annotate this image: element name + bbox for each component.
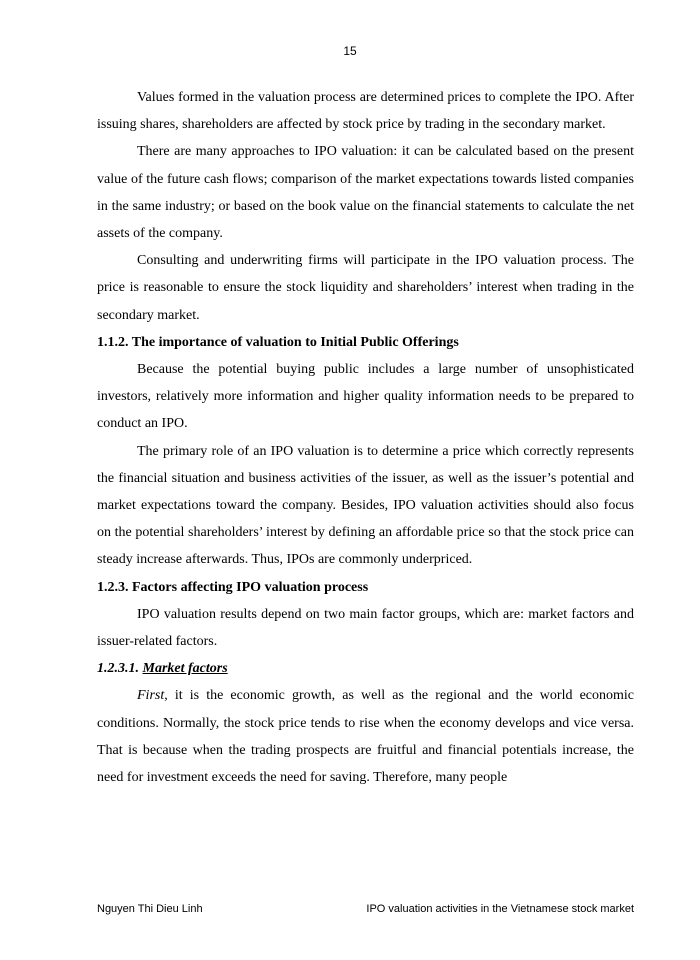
section-heading-1-1-2: 1.1.2. The importance of valuation to Initial Public Offerings [97,334,459,350]
page-footer [97,903,634,915]
section-heading-1-2-3: 1.2.3. Factors affecting IPO valuation process [97,579,369,595]
first-emphasis: First [137,688,165,704]
economic-growth-text: , it is the economic growth, as well as the regional and the world economic conditions. Normally, the stock price tends to rise when the economy develops and vice versa. That is because when the trading prospects are fruitful and financial potentials increase, the need for investment exceeds the need for saving. Therefore, many people [97,688,634,786]
footer-document-title: IPO valuation activities in the Vietnamese stock market [366,903,634,915]
subsection-title: Market factors [142,661,228,677]
paragraph-factor-groups: IPO valuation results depend on two main factor groups, which are: market factors and issuer-related factors. [97,606,634,650]
page-number: 15 [343,44,357,58]
subsection-number: 1.2.3.1. [97,661,143,677]
paragraph-consulting-firms: Consulting and underwriting firms will participate in the IPO valuation process. The price is reasonable to ensure the stock liquidity and shareholders’ interest when trading in the secondary market. [97,253,634,323]
paragraph-valuation-values: Values formed in the valuation process are determined prices to complete the IPO. After issuing shares, shareholders are affected by stock price by trading in the secondary market. [97,90,634,133]
paragraph-primary-role: The primary role of an IPO valuation is to determine a price which correctly represents the financial situation and business activities of the issuer, as well as the issuer’s potential and market expectations toward the company. Besides, IPO valuation activities should also focus on the potential shareholders’ interest by defining an affordable price so that the stock price can steady increase afterwards. Thus, IPOs are commonly underpriced. [97,443,634,568]
paragraph-economic-growth [97,682,634,791]
paragraph-buying-public: Because the potential buying public includes a large number of unsophisticated investors, relatively more information and higher quality information needs to be prepared to conduct an IPO. [97,362,634,432]
paragraph-valuation-approaches: There are many approaches to IPO valuation: it can be calculated based on the present value of the future cash flows; comparison of the market expectations towards listed companies in the same industry; or based on the book value on the financial statements to calculate the net assets of the company. [97,144,634,242]
footer-author: Nguyen Thi Dieu Linh [97,903,203,915]
document-body [97,84,634,791]
subsection-heading-1-2-3-1 [97,655,634,682]
